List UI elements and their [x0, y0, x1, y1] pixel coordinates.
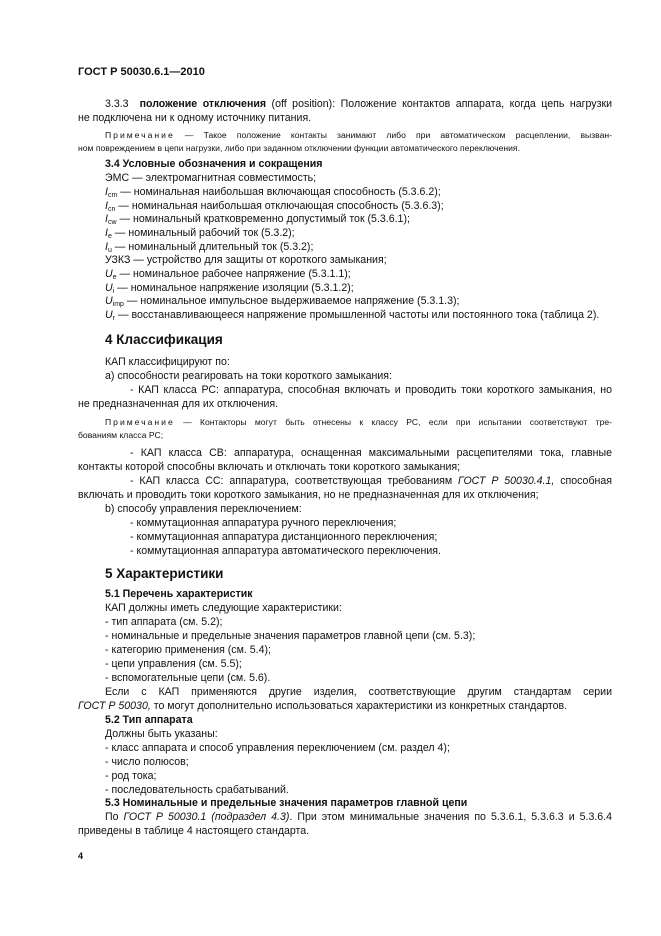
abbreviation-item: [105, 282, 612, 295]
class-cc-cont: включать и проводить токи короткого замыкания, но не предназначенная для их отключения;: [78, 489, 539, 501]
text: способная: [554, 475, 612, 487]
section-5-2-heading: 5.2 Тип аппарата: [105, 714, 193, 726]
note-4-cont: бованиям класса РС;: [78, 430, 164, 440]
list-item: - последовательность срабатываний.: [105, 784, 289, 796]
class-pc-cont: не предназначенная для их отключения.: [78, 398, 279, 410]
class-cb-cont: контакты которой способны включать и отключать токи короткого замыкания;: [78, 461, 461, 473]
definition: (off position): Положение контактов аппарата, когда цепь нагрузки: [271, 98, 612, 110]
list-item: - класс аппарата и способ управления переключением (см. раздел 4);: [105, 742, 450, 754]
s51-paragraph: Если с КАП применяются другие изделия, соответствующие другим стандартам серии: [105, 686, 612, 698]
list-item: - цепи управления (см. 5.5);: [105, 658, 242, 670]
text: - КАП класса СС: аппаратура, соответствующая требованиям: [130, 475, 459, 487]
symbol: U: [105, 268, 113, 280]
s51-intro: КАП должны иметь следующие характеристики:: [105, 602, 342, 614]
symbol-subscript: cm: [107, 192, 118, 199]
symbol: I: [105, 199, 108, 212]
clause-number: 3.3.3: [105, 98, 129, 110]
s53-paragraph-cont: приведены в таблице 4 настоящего стандарта.: [78, 825, 310, 837]
abbr-uzkz: УЗКЗ — устройство для защиты от короткого замыкания;: [105, 254, 387, 266]
list-item: - род тока;: [105, 770, 157, 782]
note-4: [105, 416, 612, 429]
s51-paragraph-cont: [78, 700, 612, 713]
symbol-definition: — восстанавливающееся напряжение промышленной частоты или постоянного тока (таблица 2).: [115, 309, 600, 322]
symbol-subscript: i: [112, 287, 115, 295]
abbreviation-item: [105, 309, 612, 322]
symbol-subscript: e: [107, 233, 112, 241]
symbol-subscript: u: [107, 246, 112, 254]
s53-paragraph: [105, 811, 612, 824]
symbol-definition: — номинальная наибольшая отключающая способность (5.3.6.3);: [115, 199, 444, 212]
s4-item-b: b) способу управления переключением:: [105, 503, 302, 515]
standard-reference: ГОСТ Р 50030,: [78, 700, 151, 712]
abbreviation-item: [105, 295, 612, 308]
list-item: - коммутационная аппаратура ручного переключения;: [130, 517, 397, 529]
note-3-3-3-cont: ном повреждением в цепи нагрузки, либо при заданном отключении функции автоматического переключения.: [78, 143, 520, 153]
symbol-subscript: cn: [107, 205, 116, 213]
symbol: U: [105, 295, 113, 308]
symbol-definition: — номинальный длительный ток (5.3.2);: [111, 240, 314, 253]
section-5-3-heading: 5.3 Номинальные и предельные значения параметров главной цепи: [105, 797, 468, 809]
symbol: I: [105, 186, 108, 198]
section-3-4-heading: 3.4 Условные обозначения и сокращения: [105, 158, 323, 170]
s4-item-a: а) способности реагировать на токи короткого замыкания:: [105, 370, 392, 382]
s4-intro: КАП классифицируют по:: [105, 356, 230, 368]
note-3-3-3: [105, 129, 612, 142]
symbol-definition: — номинальный кратковременно допустимый ток (5.3.6.1);: [116, 213, 410, 226]
list-item: - коммутационная аппаратура дистанционного переключения;: [130, 531, 438, 543]
list-item: - коммутационная аппаратура автоматического переключения.: [130, 545, 441, 557]
abbreviation-item: [105, 268, 612, 281]
symbol-subscript: r: [112, 315, 115, 323]
symbol-subscript: e: [112, 274, 117, 281]
note-label: Примечание: [105, 417, 175, 427]
abbreviation-item: [105, 241, 612, 254]
abbreviation-item: [105, 186, 612, 199]
symbol-definition: — номинальное напряжение изоляции (5.3.1.2);: [114, 281, 354, 294]
abbreviation-item: [105, 200, 612, 213]
list-item: - категорию применения (см. 5.4);: [105, 644, 271, 656]
document-header: ГОСТ Р 50030.6.1—2010: [78, 66, 205, 78]
note-label: Примечание: [105, 130, 175, 140]
section-5-heading: 5 Характеристики: [105, 566, 224, 581]
text: По: [105, 811, 124, 823]
definition-cont: не подключена ни к одному источнику питания.: [78, 112, 312, 124]
symbol-subscript: cw: [107, 219, 117, 227]
list-item: - число полюсов;: [105, 756, 189, 768]
abbreviation-item: [105, 227, 612, 240]
list-item: - вспомогательные цепи (см. 5.6).: [105, 672, 271, 684]
page-number: 4: [78, 851, 84, 861]
abbreviation-item: [105, 213, 612, 226]
symbol: I: [105, 240, 108, 253]
symbol: I: [105, 227, 108, 240]
symbol-definition: — номинальное импульсное выдерживаемое напряжение (5.3.1.3);: [123, 295, 460, 308]
section-5-1-heading: 5.1 Перечень характеристик: [105, 588, 253, 600]
s52-intro: Должны быть указаны:: [105, 728, 218, 740]
text: . При этом минимальные значения по 5.3.6.1, 5.3.6.3 и 5.3.6.4: [289, 811, 613, 823]
symbol-definition: — номинальная наибольшая включающая способность (5.3.6.2);: [117, 186, 441, 198]
section-4-heading: 4 Классификация: [105, 332, 223, 347]
note-text: — Такое положение контакты занимают либо при автоматическом расцеплении, вызван-: [184, 130, 612, 140]
list-item: - тип аппарата (см. 5.2);: [105, 616, 223, 628]
symbol-subscript: imp: [112, 301, 124, 309]
note-text: — Контакторы могут быть отнесены к классу РС, если при испытании соответствуют тре-: [183, 417, 613, 427]
symbol-definition: — номинальный рабочий ток (5.3.2);: [111, 227, 295, 240]
symbol: U: [105, 309, 113, 322]
symbol: I: [105, 213, 108, 226]
term: положение отключения: [139, 98, 267, 110]
list-item: - номинальные и предельные значения параметров главной цепи (см. 5.3);: [105, 630, 476, 642]
symbol-definition: — номинальное рабочее напряжение (5.3.1.1);: [116, 268, 351, 280]
text: то могут дополнительно использоваться характеристики из конкретных стандартов.: [150, 700, 568, 712]
class-cb: - КАП класса СВ: аппаратура, оснащенная максимальными расцепителями тока, главные: [130, 447, 612, 459]
abbr-ems: ЭМС — электромагнитная совместимость;: [105, 172, 317, 184]
standard-reference: ГОСТ Р 50030.4.1,: [458, 475, 555, 487]
class-cc: [130, 475, 612, 488]
standard-reference: ГОСТ Р 50030.1 (подраздел 4.3): [123, 811, 290, 823]
symbol: U: [105, 281, 113, 294]
class-pc: - КАП класса РС: аппаратура, способная включать и проводить токи короткого замыкания, но: [130, 384, 612, 396]
clause-3-3-3: [105, 98, 612, 111]
